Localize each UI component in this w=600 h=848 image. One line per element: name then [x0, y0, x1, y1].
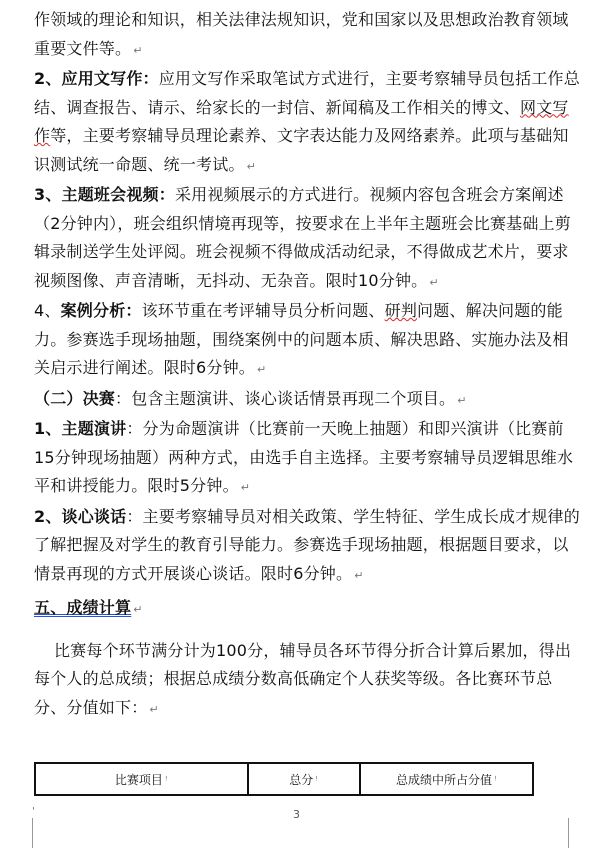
text-run: 研判	[384, 301, 418, 320]
paragraph	[34, 65, 582, 181]
paragraph	[34, 6, 582, 65]
paragraph-dot: '	[32, 806, 35, 817]
paragraph	[34, 415, 582, 503]
paragraph-mark: ↵	[246, 159, 257, 173]
paragraph-mark: ↵	[240, 481, 251, 494]
paragraph	[34, 594, 582, 625]
header-weight: 总成绩中所占分值	[395, 772, 492, 787]
text-run: 采用视频展示的方式进行。视频内容包含班会方案阐述（2分钟内），班会组织情境再现等，按要求在上半年主题班会比赛基础上剪辑录制送学生处评阅。班会视频不得做成活动纪录，不得做成艺术片，要求视频图像、声音清晰，无抖动、无杂音。限时10分钟。	[34, 185, 571, 290]
paragraph-mark: ↵	[256, 363, 267, 376]
paragraph	[34, 503, 582, 591]
table-header-cell	[360, 763, 533, 795]
paragraph	[34, 297, 582, 385]
paragraph	[34, 637, 582, 725]
text-run: 3、主题班会视频：	[34, 185, 175, 204]
paragraph	[34, 385, 582, 416]
margin-corner-left	[32, 818, 33, 848]
cell-mark: ꜝ	[315, 773, 319, 787]
paragraph-mark: ↵	[133, 43, 143, 57]
paragraph-mark: ↵	[354, 568, 364, 582]
text-run: （二）决赛	[34, 388, 116, 408]
text-run: 案例分析：	[60, 301, 142, 320]
table-row	[35, 763, 533, 795]
text-run: ：主要考察辅导员对相关政策、学生特征、学生成长成才规律的了解把握及对学生的教育引导能力。参赛选手现场抽题，根据题目要求，以情景再现的方式开展谈心谈话。限时6分钟。	[34, 506, 580, 583]
header-project: 比赛项目	[114, 772, 163, 787]
text-run: 等，主要考察辅导员理论素养、文字表达能力及网络素养。此项与基础知识测试统一命题、统一考试。	[34, 126, 569, 174]
text-run: 问题、解决问题的能力。参赛选手现场抽题，围绕案例中的问题本质、解决思路、实施办法及相关启示进行阐述。限时6分钟。	[34, 301, 569, 377]
margin-corner-right	[568, 818, 569, 848]
document-body	[34, 6, 582, 724]
text-run: 1、主题演讲	[34, 419, 127, 438]
text-run: 该环节重在考评辅导员分析问题、	[141, 301, 385, 320]
text-run: 五、成绩计算	[34, 598, 132, 617]
header-total: 总分	[289, 772, 314, 787]
text-run: 网文写作	[34, 97, 569, 145]
score-table	[34, 762, 534, 796]
cell-mark: ꜝ	[164, 773, 168, 787]
text-run: 作领域的理论和知识，相关法律法规知识，党和国家以及思想政治教育领域重要文件等。	[34, 10, 569, 58]
cell-mark: ꜝ	[494, 773, 497, 787]
text-run: ：分为命题演讲（比赛前一天晚上抽题）和即兴演讲（比赛前15分钟现场抽题）两种方式，由选手自主选择。主要考察辅导员逻辑思维水平和讲授能力。限时5分钟。	[34, 419, 574, 495]
text-run: 应用文写作采取笔试方式进行，主要考察辅导员包括工作总结、调查报告、请示、给家长的一封信、新闻稿及工作相关的博文、	[34, 69, 580, 117]
text-run: 2、谈心谈话	[34, 506, 127, 526]
table-header-cell	[248, 763, 360, 795]
paragraph-mark: ↵	[133, 603, 143, 616]
paragraph-mark: ↵	[457, 393, 467, 407]
paragraph-mark: ↵	[429, 275, 439, 289]
text-run: ：包含主题演讲、谈心谈话情景再现二个项目。	[115, 388, 456, 408]
page-number: 3	[293, 808, 300, 821]
text-run: 2、应用文写作：	[34, 69, 159, 88]
paragraph-mark: ↵	[149, 702, 159, 716]
paragraph	[34, 181, 582, 297]
text-run: 4、	[34, 301, 61, 320]
text-run: 比赛每个环节满分计为100分，辅导员各环节得分折合计算后累加，得出每个人的总成绩；根据总成绩分数高低确定个人获奖等级。各比赛环节总分、分值如下：	[34, 640, 572, 717]
table-header-cell	[35, 763, 248, 795]
